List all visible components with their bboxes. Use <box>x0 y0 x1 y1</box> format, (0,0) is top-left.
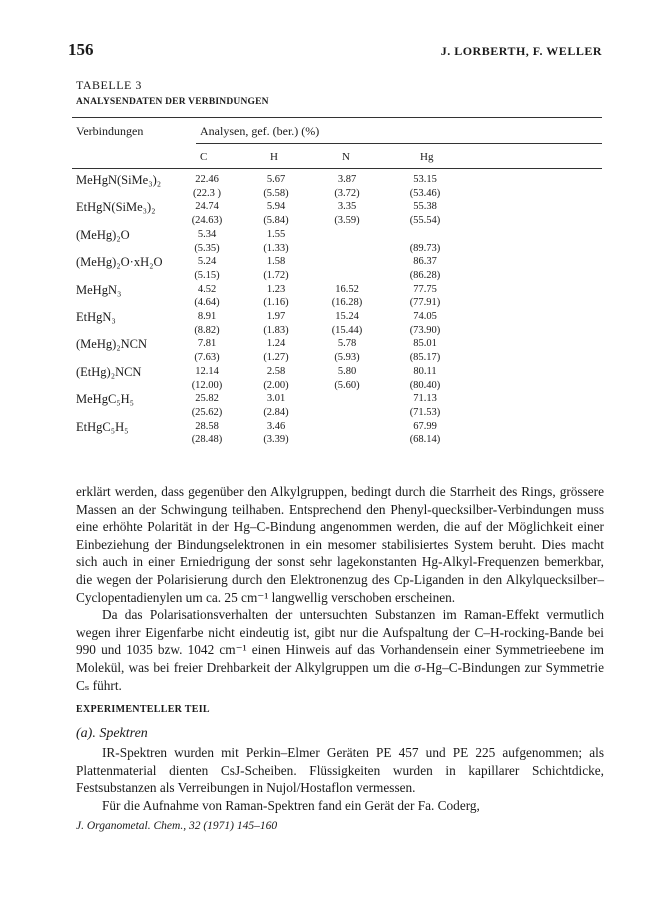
value-h-calculated: (1.83) <box>263 324 289 336</box>
value-h-found: 1.23 <box>266 283 286 295</box>
section-heading: EXPERIMENTELLER TEIL <box>76 704 210 715</box>
value-h-calculated: (1.16) <box>263 297 289 309</box>
value-h-found: 3.01 <box>266 393 286 405</box>
value-hg-calculated: (80.40) <box>409 379 441 391</box>
value-hg-found: 55.38 <box>413 201 437 213</box>
compound-name: EtHgC₅H₅ <box>76 419 129 434</box>
value-n-found: 15.24 <box>335 311 359 322</box>
value-hg-found: 86.37 <box>413 256 437 268</box>
compound-name: (MeHg)₂O <box>76 227 130 242</box>
table-top-rule <box>72 117 602 118</box>
value-c-calculated: (22.3 ) <box>193 187 221 199</box>
value-c-found: 8.91 <box>197 311 217 322</box>
running-header-authors: J. LORBERTH, F. WELLER <box>440 44 602 58</box>
value-n-found: 5.78 <box>337 338 357 350</box>
value-c-found: 22.46 <box>195 174 219 185</box>
value-h-found: 1.55 <box>266 228 286 240</box>
table-label: TABELLE 3 <box>76 78 142 92</box>
paragraph-2: Da das Polarisationsverhalten der untersuchten Substanzen im Raman-Effekt vermutlich wegen ihrer Eigenfarbe nicht eindeutig ist, gibt nur die Aufspaltung der C–H-rocking-Bande bei 990 und 1035 bzw. 1042 cm⁻¹ einen Hinweis auf das Vorhandensein einer Symmetrieebene im Molekül, was bei freier Drehbarkeit der Alkylgruppen um die σ-Hg–C-Bindungen zur Symmetrie Cₛ führt. <box>76 607 604 693</box>
value-hg-calculated: (86.28) <box>409 269 441 281</box>
compound-name: (MeHg)₂O·xH₂O <box>76 255 163 270</box>
value-h-calculated: (2.00) <box>263 379 289 391</box>
table-title: ANALYSENDATEN DER VERBINDUNGEN <box>76 97 269 107</box>
value-c-calculated: (28.48) <box>191 434 223 446</box>
value-n-found: 16.52 <box>335 283 359 295</box>
paragraph-4: Für die Aufnahme von Raman-Spektren fand ein Gerät der Fa. Coderg, <box>102 797 480 813</box>
value-c-calculated: (4.64) <box>194 297 220 309</box>
value-h-calculated: (1.33) <box>263 242 289 254</box>
value-c-calculated: (12.00) <box>191 379 223 391</box>
col-header-compounds: Verbindungen <box>76 124 144 138</box>
value-c-found: 7.81 <box>197 338 217 350</box>
paragraph-3: IR-Spektren wurden mit Perkin–Elmer Geräten PE 457 und PE 225 aufgenommen; als Plattenmaterial dienten CsJ-Scheiben. Flüssigkeiten wurden in kapillarer Schichtdicke, Festsubstanzen als Verreibungen in Nujol/Hostaflon vermessen. <box>76 745 604 796</box>
value-c-calculated: (7.63) <box>194 352 220 364</box>
compound-name: (MeHg)₂NCN <box>76 337 148 352</box>
sub-header-n: N <box>342 151 350 163</box>
value-c-found: 28.58 <box>195 420 219 432</box>
value-h-calculated: (3.39) <box>263 434 289 446</box>
value-h-found: 3.46 <box>266 420 286 432</box>
value-hg-found: 85.01 <box>413 338 437 350</box>
value-c-found: 4.52 <box>197 283 217 295</box>
sub-header-h: H <box>270 151 278 163</box>
compound-name: MeHgN(SiMe₃)₂ <box>76 173 162 187</box>
value-hg-found: 71.13 <box>413 393 437 405</box>
compound-name: EtHgN(SiMe₃)₂ <box>76 200 156 215</box>
compound-name: (EtHg)₂NCN <box>76 364 142 379</box>
value-n-found: 3.35 <box>337 201 357 213</box>
body-text-1 <box>76 483 604 694</box>
table-header-rule <box>72 168 602 169</box>
value-h-found: 2.58 <box>266 365 286 377</box>
value-c-found: 12.14 <box>195 365 219 377</box>
value-c-found: 5.34 <box>197 228 217 240</box>
value-n-calculated: (3.72) <box>334 187 360 199</box>
value-c-calculated: (8.82) <box>194 324 220 336</box>
value-hg-found: 67.99 <box>413 420 437 432</box>
value-n-calculated: (16.28) <box>331 297 363 309</box>
value-n-calculated: (3.59) <box>334 215 360 227</box>
value-hg-calculated: (55.54) <box>409 215 441 227</box>
value-hg-found: 74.05 <box>413 311 437 322</box>
value-hg-calculated: (73.90) <box>409 324 441 336</box>
value-c-found: 25.82 <box>195 393 219 405</box>
value-h-calculated: (5.58) <box>263 187 289 199</box>
value-h-found: 5.94 <box>266 201 286 213</box>
compound-name: MeHgN₃ <box>76 282 122 297</box>
subsection-heading: (a). Spektren <box>76 726 148 741</box>
value-hg-found: 53.15 <box>413 174 437 185</box>
value-h-found: 1.97 <box>266 311 286 322</box>
value-n-found: 3.87 <box>337 174 357 185</box>
page-number: 156 <box>68 40 94 59</box>
value-h-calculated: (1.72) <box>263 269 289 281</box>
value-hg-calculated: (77.91) <box>409 297 441 309</box>
value-c-calculated: (24.63) <box>191 215 223 227</box>
value-hg-found: 80.11 <box>413 365 437 377</box>
value-n-calculated: (5.93) <box>334 352 360 364</box>
value-c-calculated: (5.35) <box>194 242 220 254</box>
value-hg-calculated: (89.73) <box>409 242 441 254</box>
value-hg-calculated: (71.53) <box>409 406 441 418</box>
journal-footer: J. Organometal. Chem., 32 (1971) 145–160 <box>76 820 278 832</box>
analysis-rule <box>196 143 602 144</box>
value-h-found: 1.58 <box>266 256 286 268</box>
value-n-calculated: (15.44) <box>331 324 363 336</box>
value-c-calculated: (25.62) <box>191 406 223 418</box>
value-c-calculated: (5.15) <box>194 269 220 281</box>
value-h-found: 1.24 <box>266 338 286 350</box>
value-c-found: 24.74 <box>195 201 219 213</box>
body-text-2 <box>76 744 604 814</box>
value-hg-calculated: (85.17) <box>409 352 441 364</box>
value-n-calculated: (5.60) <box>334 379 360 391</box>
value-h-calculated: (1.27) <box>263 352 289 364</box>
value-hg-calculated: (68.14) <box>409 434 441 446</box>
sub-header-hg: Hg <box>420 151 434 163</box>
value-h-calculated: (2.84) <box>263 406 289 418</box>
col-header-analysis: Analysen, gef. (ber.) (%) <box>200 124 320 138</box>
value-c-found: 5.24 <box>197 256 217 268</box>
value-h-found: 5.67 <box>266 174 286 185</box>
sub-header-c: C <box>200 151 208 163</box>
value-hg-found: 77.75 <box>413 283 437 295</box>
value-hg-calculated: (53.46) <box>409 187 441 199</box>
compound-name: MeHgC₅H₅ <box>76 392 135 407</box>
compound-name: EtHgN₃ <box>76 310 116 324</box>
value-n-found: 5.80 <box>337 365 357 377</box>
value-h-calculated: (5.84) <box>263 215 289 227</box>
paragraph-1: erklärt werden, dass gegenüber den Alkylgruppen, bedingt durch die Starrheit des Rings, grössere Massen an der Schwingung teilhaben. Entsprechend den Phenyl-quecksilber-Verbindungen muss eine erhöhte Polarität in der Hg–C-Bindung angenommen werden, die auf der Möglichkeit einer Einbeziehung der Bindungselektronen in ein mesomer stabilisiertes System beruht. Dies macht sich auch in einer Erniedrigung der sonst sehr lagekonstanten Hg-Alkyl-Frequenzen bemerkbar, die wegen der Polarisierung durch den Elektronenzug des Cp-Liganden in den Alkylquecksilber–Cyclopentadienylen um ca. 25 cm⁻¹ langwellig verschoben erscheinen. <box>76 484 604 605</box>
